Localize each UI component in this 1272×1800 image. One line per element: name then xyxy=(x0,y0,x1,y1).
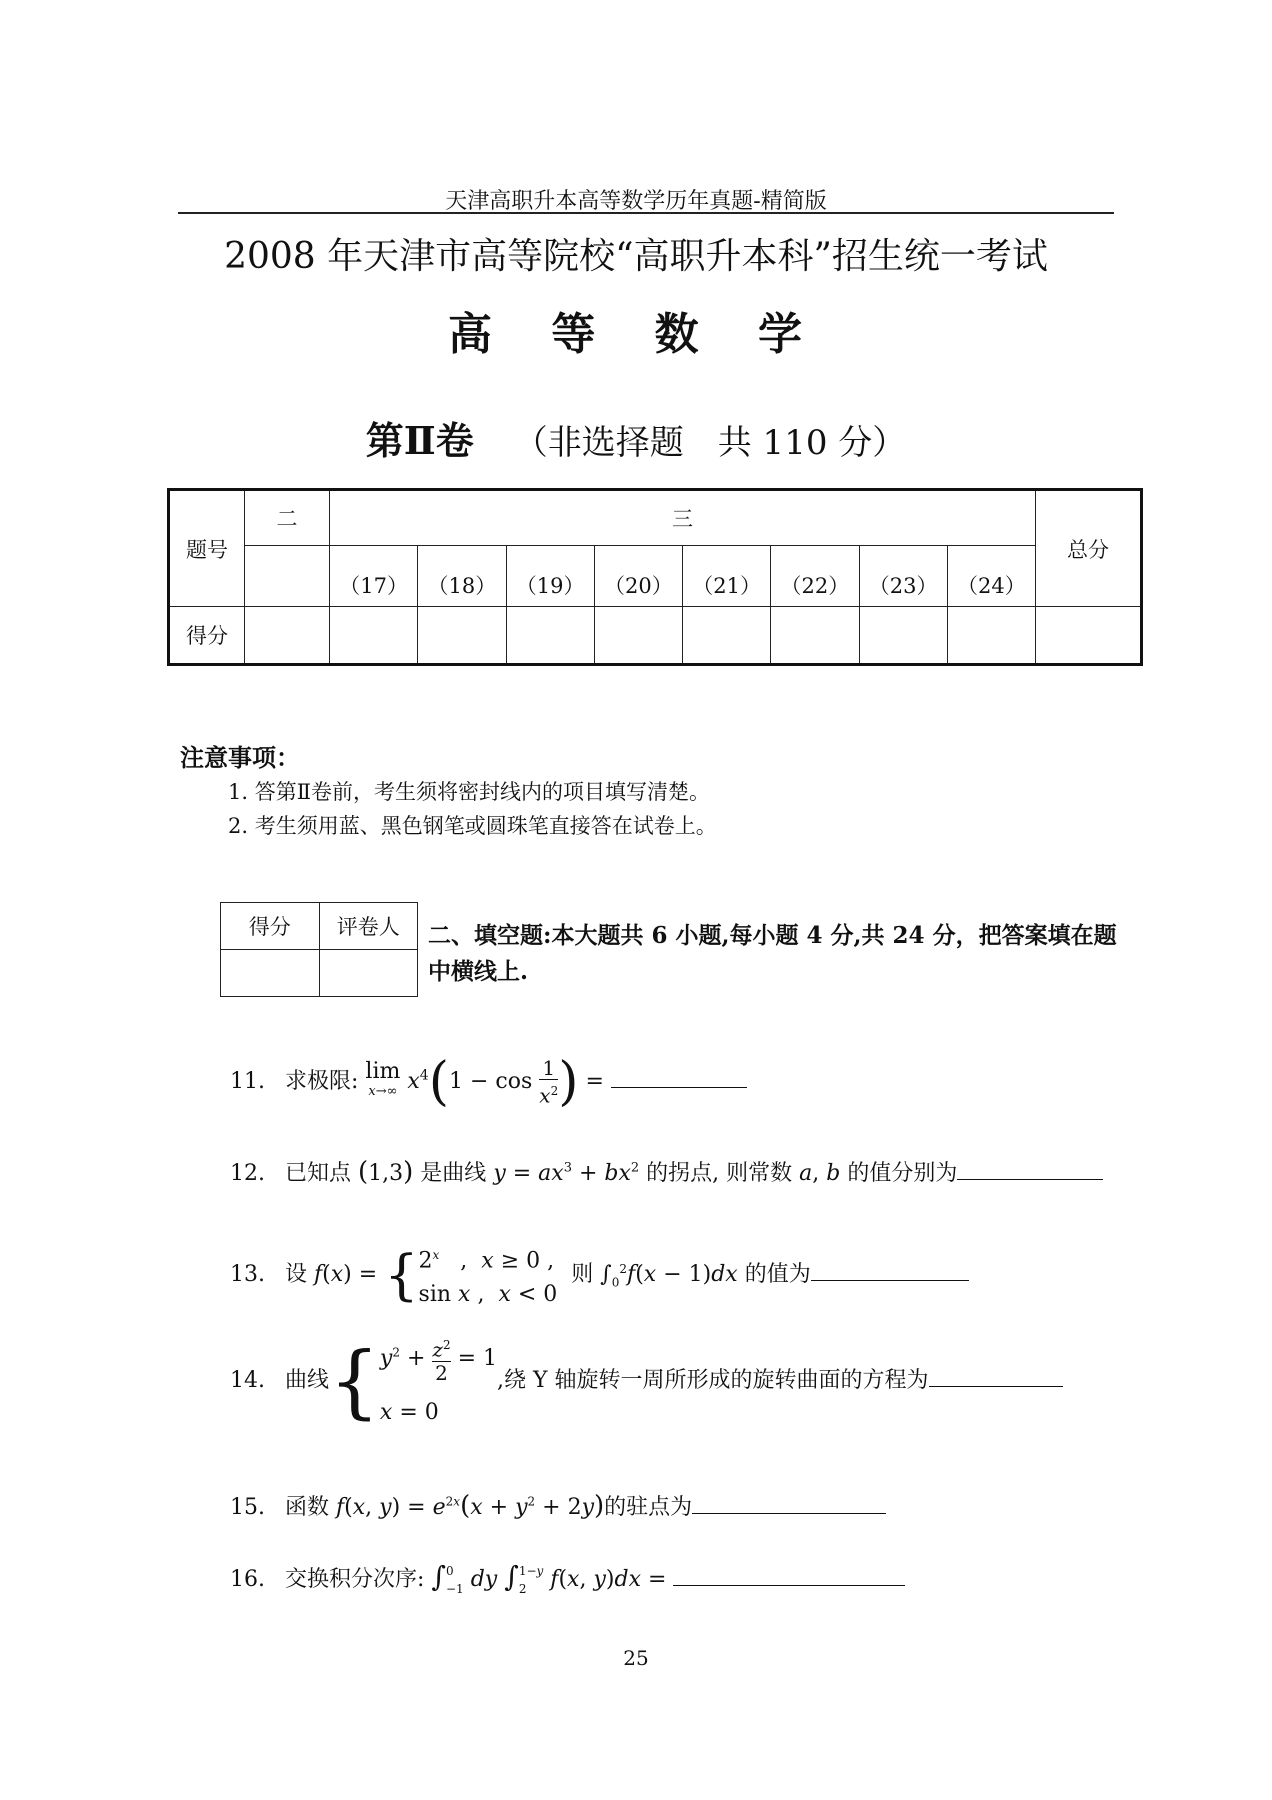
question-11: 11. 求极限: lim x→∞ $x^4(1 - \cos$ $\frac{1}{x^2}$ ) = xyxy=(230,1052,747,1112)
question-14: 14. 曲线{ $y^2$ + $\frac{z^2}{2}$ = 1 x = 0 ,绕 Y 轴旋转一周所形成的旋转曲面的方程为 xyxy=(230,1334,1063,1428)
question-number: 16. xyxy=(230,1567,265,1592)
score-table-section2: 二 xyxy=(245,490,330,546)
score-table-cell xyxy=(859,607,947,665)
section2-heading: 二、填空题:本大题共 6 小题,每小题 4 分,共 24 分，把答案填在题中横线上. xyxy=(428,922,1117,985)
score-table-cell xyxy=(245,607,330,665)
grader-table-grader-header: 评卷人 xyxy=(319,903,418,950)
volume-sub: （非选择题 共 110 分） xyxy=(513,423,907,463)
score-table-cell xyxy=(330,607,418,665)
note-item: 2. 考生须用蓝、黑色钢笔或圆珠笔直接答在试卷上。 xyxy=(228,814,717,838)
question-13: 13. 设 f(x) = { 2$^x$ , x ≥ 0 , sin x , x < 0 则 $\int_0^2f(x - 1)dx$ 的值为 xyxy=(230,1238,969,1312)
volume-heading xyxy=(0,410,1272,465)
score-table-item: （24） xyxy=(947,546,1035,607)
question-15: 15. 函数 f(x, $y) = e^{2x}(x + y^2 + 2y)$的驻点为 xyxy=(230,1490,886,1521)
grader-table xyxy=(220,902,418,997)
score-table-cell xyxy=(771,607,859,665)
answer-blank[interactable] xyxy=(611,1067,747,1088)
score-table-item: （17） xyxy=(330,546,418,607)
score-table-item: （21） xyxy=(683,546,771,607)
score-table-item: （23） xyxy=(859,546,947,607)
score-table-item: （22） xyxy=(771,546,859,607)
score-table xyxy=(167,488,1143,666)
question-16: 16. 交换积分次序: ∫ 0 −1 dy ∫ 1−y 2 f(x, y)dx = xyxy=(230,1560,905,1598)
answer-blank[interactable] xyxy=(929,1366,1063,1387)
answer-blank[interactable] xyxy=(811,1260,969,1281)
exam-subject: 高 等 数 学 xyxy=(448,309,824,360)
note-item: 1. 答第Ⅱ卷前，考生须将密封线内的项目填写清楚。 xyxy=(228,780,710,804)
score-table-item: （20） xyxy=(594,546,682,607)
curve-system: $y^2$ + $\frac{z^2}{2}$ = 1 x = 0 xyxy=(379,1337,498,1425)
piecewise-cases: 2$^x$ , x ≥ 0 , sin x , x < 0 xyxy=(418,1248,558,1308)
score-table-cell xyxy=(418,607,506,665)
grader-table-cell xyxy=(221,950,320,997)
score-table-cell xyxy=(947,607,1035,665)
grader-table-score-header: 得分 xyxy=(221,903,320,950)
question-number: 13. xyxy=(230,1262,265,1288)
exam-title: 2008 年天津市高等院校“高职升本科”招生统一考试 xyxy=(224,236,1048,277)
score-table-row-header-number: 题号 xyxy=(169,490,245,607)
page-number: 25 xyxy=(623,1646,649,1670)
score-table-cell xyxy=(245,546,330,607)
notes-title: 注意事项： xyxy=(180,743,300,772)
question-number: 14. xyxy=(230,1367,265,1393)
question-label: 求极限: xyxy=(285,1069,359,1094)
answer-blank[interactable] xyxy=(673,1565,905,1586)
score-table-item: （18） xyxy=(418,546,506,607)
score-table-section3: 三 xyxy=(330,490,1036,546)
volume-main: 第Ⅱ卷 xyxy=(365,418,474,463)
fraction: $\frac{1}{x^2}$ xyxy=(539,1056,559,1108)
score-table-total: 总分 xyxy=(1036,490,1142,607)
answer-blank[interactable] xyxy=(692,1493,886,1514)
question-number: 15. xyxy=(230,1495,265,1520)
header-rule xyxy=(178,212,1114,214)
grader-table-cell xyxy=(319,950,418,997)
score-table-cell xyxy=(1036,607,1142,665)
question-number: 11. xyxy=(230,1069,265,1094)
score-table-cell xyxy=(594,607,682,665)
limit-operator: lim x→∞ xyxy=(365,1059,401,1099)
running-header: 天津高职升本高等数学历年真题-精简版 xyxy=(445,189,827,214)
question-number: 12. xyxy=(230,1161,265,1186)
answer-blank[interactable] xyxy=(957,1159,1103,1180)
score-table-cell xyxy=(683,607,771,665)
score-table-cell xyxy=(506,607,594,665)
score-table-item: （19） xyxy=(506,546,594,607)
question-12: 12. 已知点 (1,3) 是曲线 $y = ax^3 + bx^2$ 的拐点, 则常数 a, b 的值分别为 xyxy=(230,1156,1103,1187)
score-table-row-header-score: 得分 xyxy=(169,607,245,665)
